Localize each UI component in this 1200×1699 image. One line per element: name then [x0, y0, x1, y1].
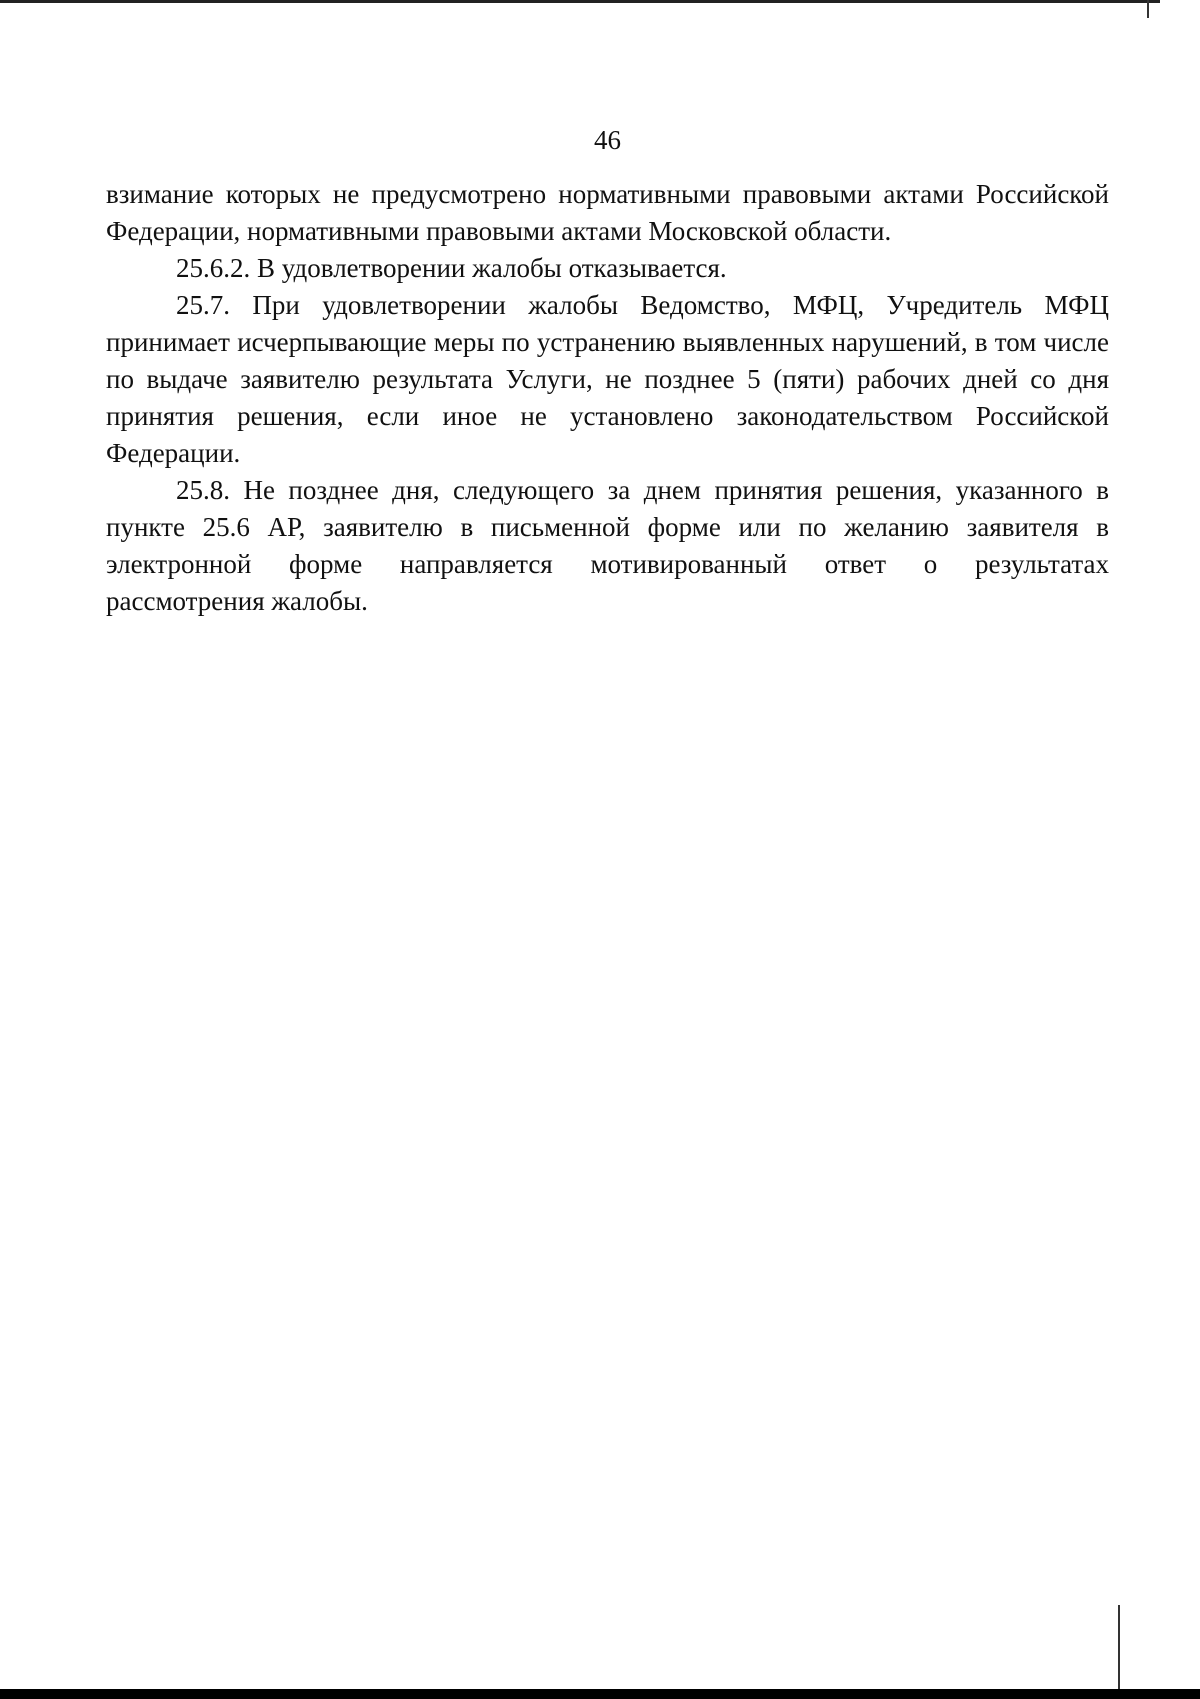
- page-number: 46: [594, 125, 621, 155]
- document-page: [106, 120, 1109, 620]
- scan-bottom-edge: [0, 1689, 1200, 1699]
- paragraph-25-7: 25.7. При удовлетворении жалобы Ведомство, МФЦ, Учредитель МФЦ принимает исчерпывающие меры по устранению выявленных нарушений, в том числе по выдаче заявителю результата Услуги, не позднее 5 (пяти) рабочих дней со дня принятия решения, если иное не установлено законодательством Российской Федерации.: [106, 290, 1109, 468]
- scan-margin-mark: [1147, 0, 1149, 18]
- paragraph-25-8: 25.8. Не позднее дня, следующего за днем принятия решения, указанного в пункте 25.6 АР, заявителю в письменной форме или по желанию заявителя в электронной форме направляется мотивированный ответ о результатах: [106, 475, 1109, 579]
- paragraph-25-8-end: рассмотрения жалобы.: [106, 586, 368, 616]
- scan-top-edge: [0, 0, 1160, 3]
- scan-margin-mark: [1118, 1605, 1120, 1689]
- paragraph-continuation: взимание которых не предусмотрено нормативными правовыми актами Российской Федерации, нормативными правовыми актами Московской области.: [106, 179, 1109, 246]
- paragraph-25-6-2: 25.6.2. В удовлетворении жалобы отказывается.: [176, 253, 727, 283]
